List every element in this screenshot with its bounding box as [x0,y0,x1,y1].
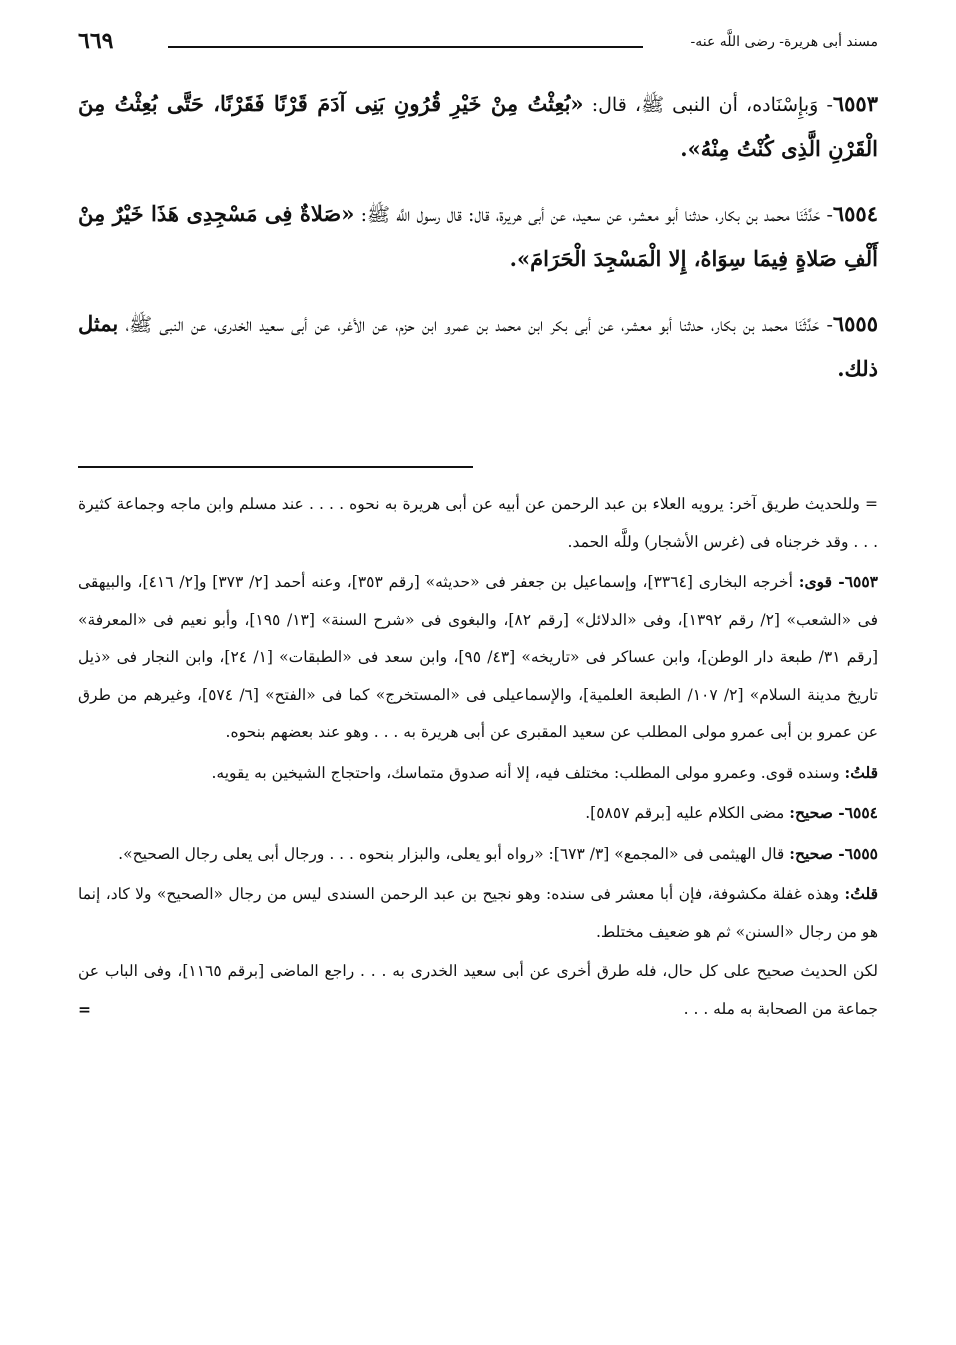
hadith-number: ٦٥٥٤ [832,201,878,226]
footnote-text: قال الهيثمى فى «المجمع» [٣/ ٦٧٣]: «رواه أبو يعلى، والبزار بنحوه . . . ورجال أبى يعلى رجال الصحيح». [118,844,790,863]
footnote-closing [78,953,878,1028]
footnote-qultu-6553 [78,754,878,793]
hadith-tail: بمثل ذلك. [78,311,878,381]
footnote-separator [78,466,473,468]
footnote-continuation: = وللحديث طريق آخر: يرويه العلاء بن عبد الرحمن عن أبيه عن أبى هريرة به نحوه . . . . عند مسلم وابن ماجه وجماعة كثيرة . . . وقد خرجناه فى (غرس الأشجار) وللَّه الحمد. [78,495,878,551]
footnote-6555 [78,835,878,874]
continues-mark: = [78,999,91,1019]
footnote-6553 [78,563,878,752]
page-number: ٦٦٩ [78,28,114,54]
hadith-matn: «صَلاةٌ فِى مَسْجِدِى هَذَا خَيْرٌ مِنْ أَلْفِ صَلاةٍ فِيمَا سِوَاهُ، إِلا الْمَسْجِدَ الْحَرَامَ». [78,201,878,271]
footnote-text: أخرجه البخارى [٣٣٦٤]، وإسماعيل بن جعفر فى «حديثه» [رقم ٣٥٣]، وعنه أحمد [٢/ ٣٧٣] و[٢/ ٤١٦]، والبيهقى فى «الشعب» [٢/ رقم ١٣٩٢]، وفى «الدلائل» [رقم ٨٢]، والبغوى فى «شرح السنة» [١٣/ ١٩٥]، وأبو نعيم فى «المعرفة» [رقم ٣١/ طبعة دار الوطن]، وابن عساكر فى «تاريخه» [٤٣/ ٩٥]، وابن سعد فى «الطبقات» [١/ ٢٤]، وابن النجار فى «ذيل تاريخ مدينة السلام» [٢/ ١٠٧/ الطبعة العلمية]، والإسماعيلى فى «المستخرج» كما فى «الفتح» [٦/ ٥٧٤]، وغيرهم من طرق عن عمرو بن أبى عمرو مولى المطلب عن سعيد المقبرى عن أبى هريرة به . . . وهو عند بعضهم بنحوه. [78,573,879,741]
footnote-grade: - قوى: [798,572,845,591]
hadith-6555 [78,302,878,392]
hadith-number: ٦٥٥٥ [832,311,878,336]
main-text [78,82,878,412]
footnote-grade: - صحيح: [789,803,845,822]
page-header [78,26,878,66]
hadith-isnad: - حَدَّثَنَا محمد بن بكار، حدثنا أبو معشر، عن سعيد، عن أبى هريرة، قال: قال رسول اللَّه ﷺ: [354,204,833,226]
hadith-6553 [78,82,878,172]
footnote-grade: - صحيح: [789,843,845,863]
hadith-6554 [78,192,878,282]
footnote-number: ٦٥٥٤ [844,803,878,822]
footnotes [78,486,878,1030]
running-title: مسند أبى هريرة- رضى اللَّه عنه- [690,34,878,50]
footnote-qultu-6555 [78,875,878,951]
footnote-number: ٦٥٥٥ [844,843,878,863]
qultu-label: قلتُ: [844,762,878,782]
hadith-isnad: - وَبإِسْنَاده، أن النبى ﷺ، قال: [583,94,833,116]
hadith-isnad: - حَدَّثَنَا محمد بن بكار، حدثنا أبو معشر، عن أبى بكر ابن محمد بن عمرو ابن حزم، عن الأغر، عن أبى سعيد الخدرى، عن النبى ﷺ، [118,314,833,336]
closing-text: لكن الحديث صحيح على كل حال، فله طرق أخرى عن أبى سعيد الخدرى به . . . راجع الماضى [برقم ١١٦٥]، وفى الباب عن جماعة من الصحابة به مله . . . [78,962,878,1018]
hadith-matn: «بُعِثْتُ مِنْ خَيْرِ قُرُونِ بَنِى آدَمَ قَرْنًا فَقَرْنًا، حَتَّى بُعِثْتُ مِنَ الْقَرْنِ الَّذِى كُنْتُ مِنْهُ». [78,91,878,161]
footnote-number: ٦٥٥٣ [844,572,878,591]
footnote-6554 [78,794,878,833]
qultu-label: قلتُ: [844,884,878,903]
hadith-number: ٦٥٥٣ [832,91,878,116]
qultu-text: وسنده قوى. وعمرو مولى المطلب: مختلف فيه، إلا أنه صدوق متماسك، واحتجاج الشيخين به يقويه. [211,763,845,782]
header-rule [168,46,643,48]
qultu-text: وهذه غفلة مكشوفة، فإن أبا معشر فى سنده: وهو نجيح بن عبد الرحمن السندى ليس من رجال «الصحيح» ولا كاد، إنما هو من رجال «السنن» ثم هو ضعيف مختلط. [78,885,878,941]
footnote-text: مضى الكلام عليه [برقم ٥٨٥٧]. [585,804,790,822]
